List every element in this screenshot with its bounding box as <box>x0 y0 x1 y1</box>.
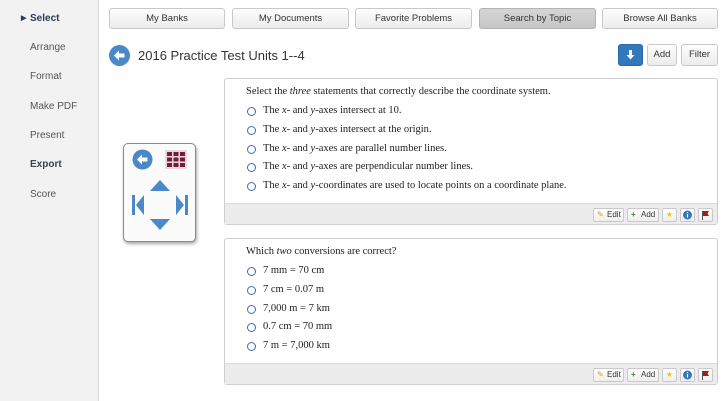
download-button[interactable] <box>618 44 643 66</box>
info-icon <box>681 369 694 381</box>
sidebar-item-label: Arrange <box>30 42 66 53</box>
flag-button[interactable] <box>698 208 713 222</box>
radio-icon[interactable] <box>247 163 256 172</box>
sidebar-item-arrange[interactable] <box>0 38 98 58</box>
tab-search-by-topic[interactable]: Search by Topic <box>479 8 596 29</box>
page-title: 2016 Practice Test Units 1--4 <box>138 48 305 63</box>
radio-icon[interactable] <box>247 267 256 276</box>
info-icon <box>681 209 694 221</box>
plus-icon: + <box>631 210 636 219</box>
question-toolbar <box>225 203 717 224</box>
arrow-left-icon <box>109 45 130 66</box>
flag-button[interactable] <box>698 368 713 382</box>
sidebar-item-make-pdf[interactable] <box>0 97 98 117</box>
answer-option-label: The x- and y-axes intersect at the origin. <box>263 124 432 135</box>
radio-icon[interactable] <box>247 182 256 191</box>
sidebar-item-label: Export <box>30 159 62 170</box>
triangle-up-icon[interactable] <box>149 179 171 192</box>
question-navigator <box>123 143 196 242</box>
flag-icon <box>699 209 712 221</box>
triangle-right-icon: ▶ <box>21 15 27 22</box>
answer-option-label: 7 cm = 0.07 m <box>263 284 325 295</box>
info-button[interactable] <box>680 368 695 382</box>
sidebar-item-format[interactable] <box>0 67 98 87</box>
filter-button[interactable]: Filter <box>681 44 718 66</box>
answer-option-label: 7 m = 7,000 km <box>263 340 330 351</box>
arrow-down-icon <box>619 45 642 65</box>
answer-option-label: 7 mm = 70 cm <box>263 265 325 276</box>
answer-option-label: The x- and y-axes are parallel number lines. <box>263 143 447 154</box>
question-card <box>224 238 718 385</box>
sidebar-item-export[interactable] <box>0 155 98 175</box>
answer-option-label: The x- and y-coordinates are used to locate points on a coordinate plane. <box>263 180 567 191</box>
sidebar-item-present[interactable] <box>0 126 98 146</box>
radio-icon[interactable] <box>247 305 256 314</box>
pencil-icon: ✎ <box>597 370 604 379</box>
question-toolbar <box>225 363 717 384</box>
triangle-down-icon[interactable] <box>149 218 171 231</box>
answer-option-label: 7,000 m = 7 km <box>263 303 330 314</box>
favorite-button[interactable] <box>662 208 677 222</box>
nav-back-icon[interactable] <box>132 149 153 170</box>
back-button[interactable] <box>109 45 130 66</box>
plus-icon: + <box>631 370 636 379</box>
tab-my-banks[interactable]: My Banks <box>109 8 225 29</box>
skip-last-icon[interactable] <box>175 194 189 216</box>
pencil-icon: ✎ <box>597 210 604 219</box>
flag-icon <box>699 369 712 381</box>
sidebar-item-label: Format <box>30 71 62 82</box>
answer-option-label: 0.7 cm = 70 mm <box>263 321 333 332</box>
add-to-document-button[interactable]: + Add <box>627 208 659 222</box>
radio-icon[interactable] <box>247 342 256 351</box>
sidebar-item-label: Present <box>30 130 65 141</box>
favorite-button[interactable] <box>662 368 677 382</box>
question-prompt: Select the three statements that correctly describe the coordinate system. <box>246 86 551 97</box>
radio-icon[interactable] <box>247 286 256 295</box>
edit-button[interactable]: ✎ Edit <box>593 368 624 382</box>
grid-icon[interactable] <box>165 150 187 169</box>
star-icon: ★ <box>665 210 674 219</box>
radio-icon[interactable] <box>247 107 256 116</box>
question-prompt: Which two conversions are correct? <box>246 246 397 257</box>
add-to-document-button[interactable]: + Add <box>627 368 659 382</box>
answer-option-label: The x- and y-axes intersect at 10. <box>263 105 402 116</box>
tab-browse-all-banks[interactable]: Browse All Banks <box>602 8 718 29</box>
tab-my-documents[interactable]: My Documents <box>232 8 349 29</box>
sidebar-item-label: Score <box>30 189 57 200</box>
star-icon: ★ <box>665 370 674 379</box>
info-button[interactable] <box>680 208 695 222</box>
sidebar <box>0 0 99 401</box>
radio-icon[interactable] <box>247 323 256 332</box>
sidebar-item-label: Make PDF <box>30 101 78 112</box>
add-button[interactable]: Add <box>647 44 677 66</box>
radio-icon[interactable] <box>247 126 256 135</box>
sidebar-item-score[interactable] <box>0 185 98 205</box>
answer-option-label: The x- and y-axes are perpendicular number lines. <box>263 161 473 172</box>
edit-button[interactable]: ✎ Edit <box>593 208 624 222</box>
sidebar-item-label: Select <box>30 13 60 24</box>
tab-favorite-problems[interactable]: Favorite Problems <box>355 8 472 29</box>
question-card <box>224 78 718 225</box>
skip-first-icon[interactable] <box>131 194 145 216</box>
radio-icon[interactable] <box>247 145 256 154</box>
sidebar-item-select[interactable] <box>0 9 98 29</box>
